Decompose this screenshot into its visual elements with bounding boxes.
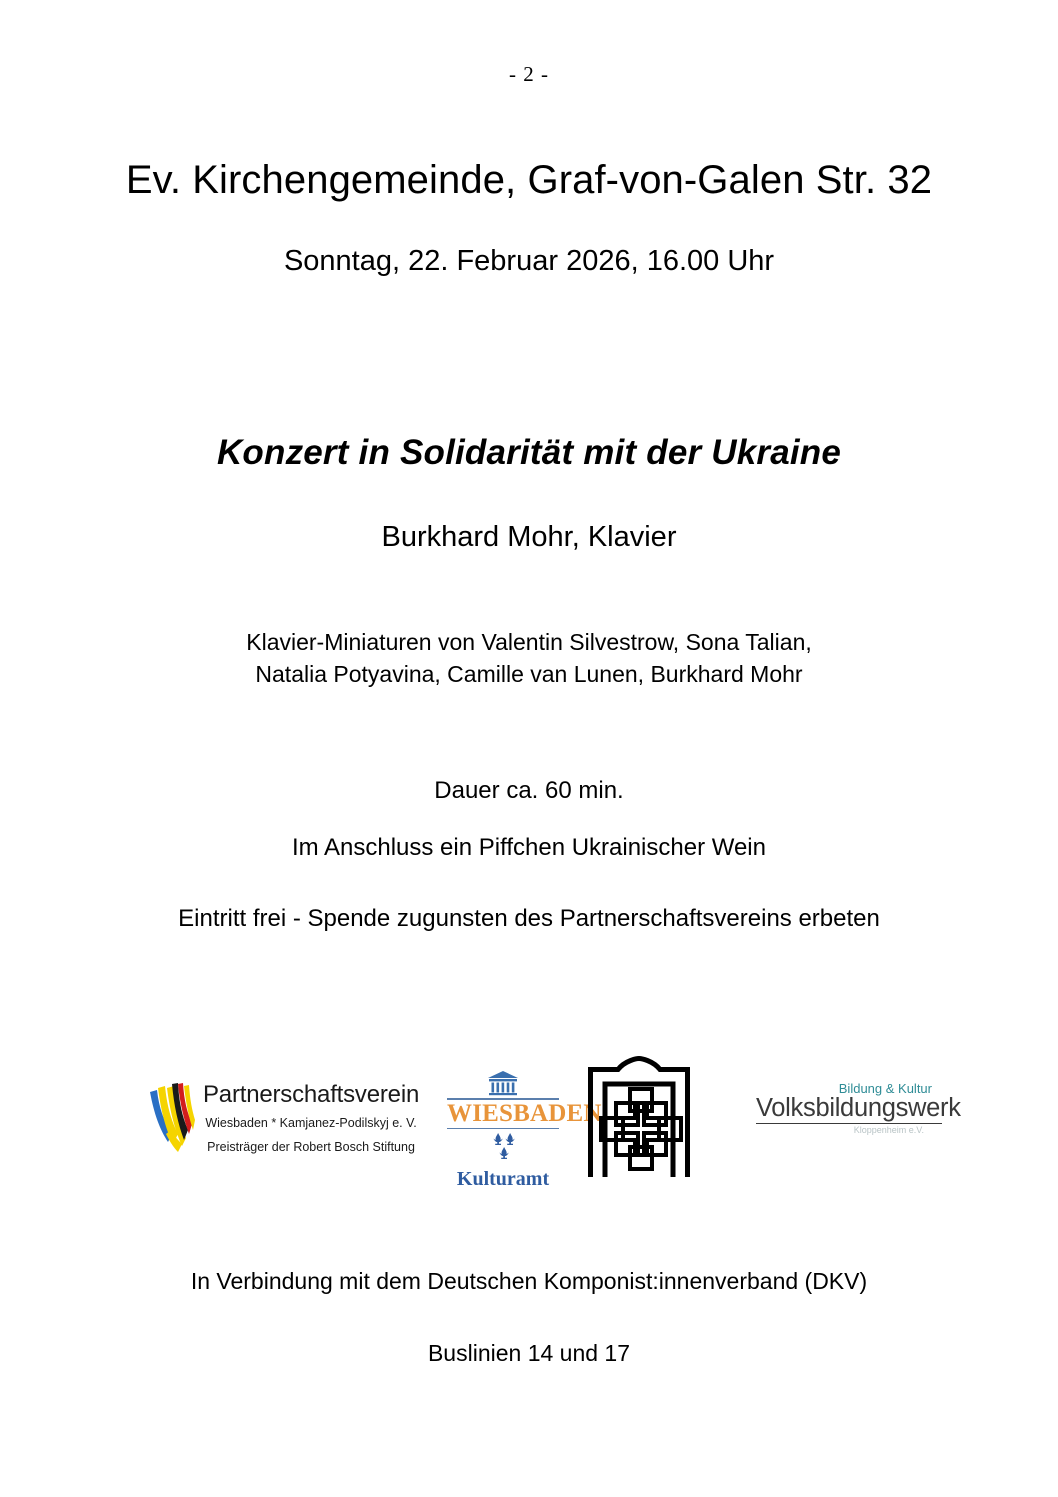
volksbildungswerk-rule [756,1123,942,1125]
partnerschaftsverein-award: Preisträger der Robert Bosch Stiftung [207,1139,415,1154]
temple-portico-icon [486,1070,520,1096]
venue-heading: Ev. Kirchengemeinde, Graf-von-Galen Str. 32 [125,158,933,202]
wiesbaden-city-name: WIESBADEN [447,1099,602,1127]
partnerschaftsverein-name: Partnerschaftsverein [203,1081,420,1108]
date-time-heading: Sonntag, 22. Februar 2026, 16.00 Uhr [283,245,775,277]
sponsor-logo-row [0,1050,1058,1200]
logo-volksbildungswerk [756,1081,961,1135]
concert-title: Konzert in Solidarität mit der Ukraine [216,433,842,472]
admission-text: Eintritt frei - Spende zugunsten des Partnerschaftsvereins erbeten [178,905,880,932]
logo-partnerschaftsverein [148,1078,419,1153]
programme-line: Natalia Potyavina, Camille van Lunen, Burkhard Mohr [255,660,803,687]
programme-line: Klavier-Miniaturen von Valentin Silvestrow, Sona Talian, [246,629,812,655]
volksbildungswerk-tagline: Bildung & Kultur [838,1081,932,1096]
programme-block [0,627,1058,690]
volksbildungswerk-subtitle: Kloppenheim e.V. [853,1125,924,1135]
partner-note: In Verbindung mit dem Deutschen Komponist:innenverband (DKV) [190,1268,868,1294]
partnerschaftsverein-ribbon-icon [148,1078,196,1152]
volksbildungswerk-name: Volksbildungswerk [756,1094,961,1122]
bus-lines-note: Buslinien 14 und 17 [427,1340,631,1366]
partnerschaftsverein-subtitle: Wiesbaden * Kamjanez-Podilskyj e. V. [205,1116,417,1130]
wiesbaden-department: Kulturamt [456,1168,550,1190]
duration-text: Dauer ca. 60 min. [434,777,624,804]
logo-church [585,1056,693,1185]
logo-wiesbaden-kulturamt [447,1070,602,1191]
partnerschaftsverein-text [203,1078,419,1153]
fleur-de-lis-icon [480,1132,526,1162]
wiesbaden-bottom-rule [447,1128,559,1130]
page-number: - 2 - [509,62,549,86]
church-portal-cross-icon [585,1056,693,1180]
reception-text: Im Anschluss ein Piffchen Ukrainischer Wein [292,834,766,861]
performer-name: Burkhard Mohr, Klavier [381,521,677,553]
